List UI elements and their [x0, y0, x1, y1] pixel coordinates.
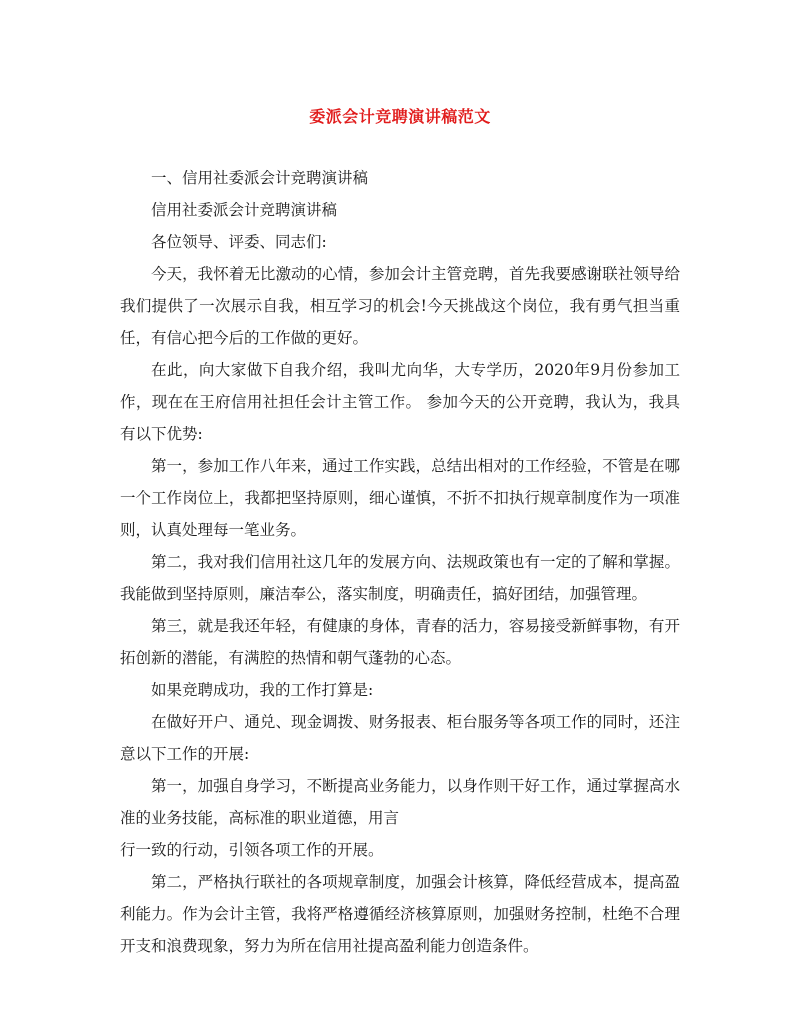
- paragraph-continuation: 行一致的行动，引领各项工作的开展。: [120, 841, 384, 859]
- paragraph: 今天，我怀着无比激动的心情，参加会计主管竞聘，首先我要感谢联社领导给我们提供了一次展示自我，相互学习的机会!今天挑战这个岗位，我有勇气担当重任，有信心把今后的工作做的更好。: [120, 265, 680, 347]
- paragraph: 在做好开户、通兑、现金调拨、财务报表、柜台服务等各项工作的同时，还注意以下工作的开展:: [120, 713, 680, 763]
- paragraph: 第二，严格执行联社的各项规章制度，加强会计核算，降低经营成本，提高盈利能力。作为会计主管，我将严格遵循经济核算原则，加强财务控制，杜绝不合理开支和浪费现象，努力为所在信用社提高盈利能力创造条件。: [120, 873, 680, 955]
- document-body: [120, 162, 680, 962]
- paragraph: 第二，我对我们信用社这几年的发展方向、法规政策也有一定的了解和掌握。我能做到坚持原则，廉洁奉公，落实制度，明确责任，搞好团结，加强管理。: [120, 553, 680, 603]
- paragraph: 在此，向大家做下自我介绍，我叫尤向华，大专学历，2020年9月份参加工作，现在在王府信用社担任会计主管工作。 参加今天的公开竞聘，我认为，我具有以下优势:: [120, 361, 680, 443]
- paragraph: 第一，加强自身学习，不断提高业务能力，以身作则干好工作，通过掌握高水准的业务技能，高标准的职业道德，用言: [120, 777, 680, 827]
- document-title: 委派会计竞聘演讲稿范文: [309, 107, 491, 126]
- paragraph: 信用社委派会计竞聘演讲稿: [151, 201, 338, 219]
- paragraph: 第一，参加工作八年来，通过工作实践，总结出相对的工作经验，不管是在哪一个工作岗位上，我都把坚持原则，细心谨慎，不折不扣执行规章制度作为一项准则，认真处理每一笔业务。: [120, 457, 680, 539]
- paragraph: 一、信用社委派会计竞聘演讲稿: [151, 169, 369, 187]
- paragraph: 各位领导、评委、同志们:: [151, 233, 327, 251]
- paragraph: 第三，就是我还年轻，有健康的身体，青春的活力，容易接受新鲜事物，有开拓创新的潜能，有满腔的热情和朝气蓬勃的心态。: [120, 617, 680, 667]
- paragraph: 如果竞聘成功，我的工作打算是:: [151, 681, 374, 699]
